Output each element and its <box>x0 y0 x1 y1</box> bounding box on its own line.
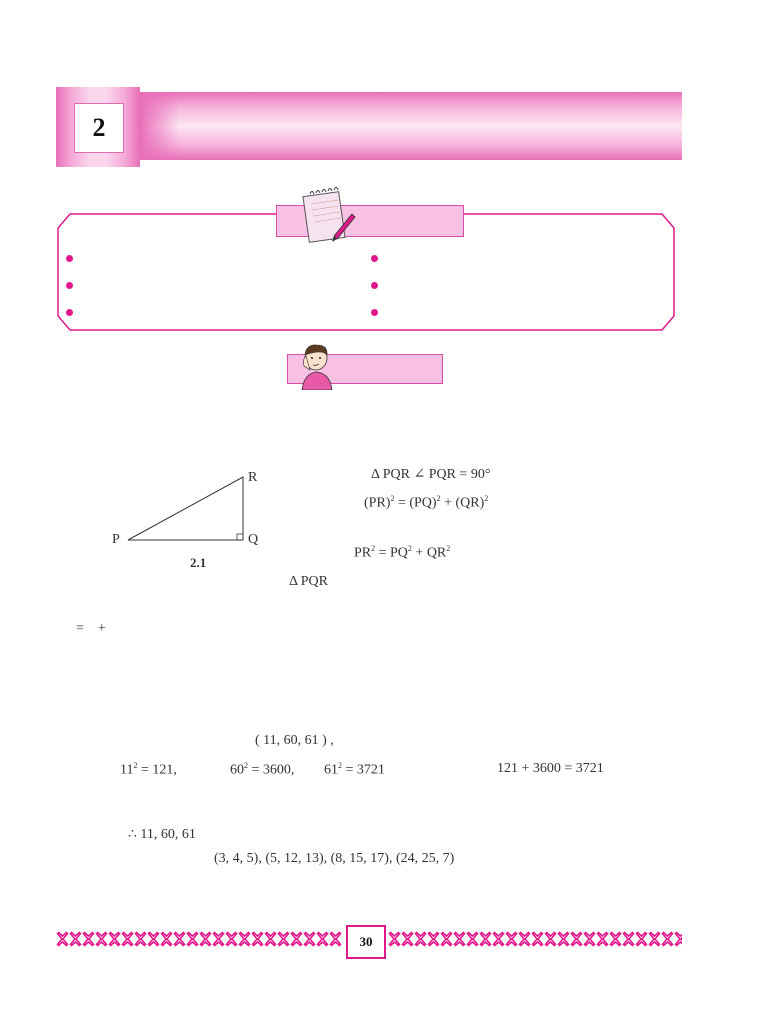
term-qr: + (QR) <box>440 495 485 511</box>
vertex-label-p: P <box>112 532 120 547</box>
chapter-number-block <box>56 87 140 167</box>
footer-pattern-left <box>56 931 342 947</box>
thinking-boy-icon <box>296 340 338 390</box>
triplet-header: ( 11, 60, 61 ) , <box>255 733 334 748</box>
value-121: = 121, <box>137 762 177 778</box>
square-11: $11^2 = 121$, <box>120 761 177 778</box>
figure-caption: 2.1 <box>190 555 207 570</box>
value-3600: = 3600, <box>248 762 295 778</box>
sum-operators: = + <box>76 621 106 636</box>
base-60: 60 <box>230 762 244 778</box>
base-11: 11 <box>120 762 134 778</box>
objective-bullet <box>66 309 73 316</box>
statement-pythagoras-short: $PR^2 = PQ^2 + QR^2$ <box>354 544 451 561</box>
term-pr: PR <box>354 545 372 561</box>
more-triplets: (3, 4, 5), (5, 12, 13), (8, 15, 17), (24, 25, 7) <box>214 851 455 866</box>
value-3721: = 3721 <box>342 762 385 778</box>
statement-pythagoras: (PR)$^2$ = (PQ)$^2$ + (QR)$^2$ <box>364 494 489 511</box>
objective-bullet <box>66 255 73 262</box>
term-qr: + QR <box>411 545 447 561</box>
footer-pattern-right <box>388 931 682 947</box>
vertex-label-q: Q <box>248 532 259 547</box>
notepad-icon <box>298 186 358 246</box>
vertex-label-r: R <box>248 470 258 485</box>
triplet-conclusion: ∴ 11, 60, 61 <box>128 827 196 842</box>
objective-bullet <box>371 309 378 316</box>
right-triangle-figure <box>110 465 270 555</box>
page-number: 30 <box>346 925 386 959</box>
chapter-title-bar <box>140 92 682 160</box>
term-pq: = (PQ) <box>394 495 437 511</box>
sum-equation: 121 + 3600 = 3721 <box>497 761 604 776</box>
statement-right-angle: Δ PQR ∠ PQR = 90° <box>371 467 491 482</box>
objective-bullet <box>66 282 73 289</box>
term-pq: = PQ <box>375 545 408 561</box>
term-pr: (PR) <box>364 495 391 511</box>
statement-triangle: Δ PQR <box>289 574 328 589</box>
objective-bullet <box>371 282 378 289</box>
objective-bullet <box>371 255 378 262</box>
chapter-number: 2 <box>74 103 124 153</box>
square-60: $60^2 = 3600$, <box>230 761 295 778</box>
base-61: 61 <box>324 762 338 778</box>
square-61: $61^2 = 3721$ <box>324 761 385 778</box>
